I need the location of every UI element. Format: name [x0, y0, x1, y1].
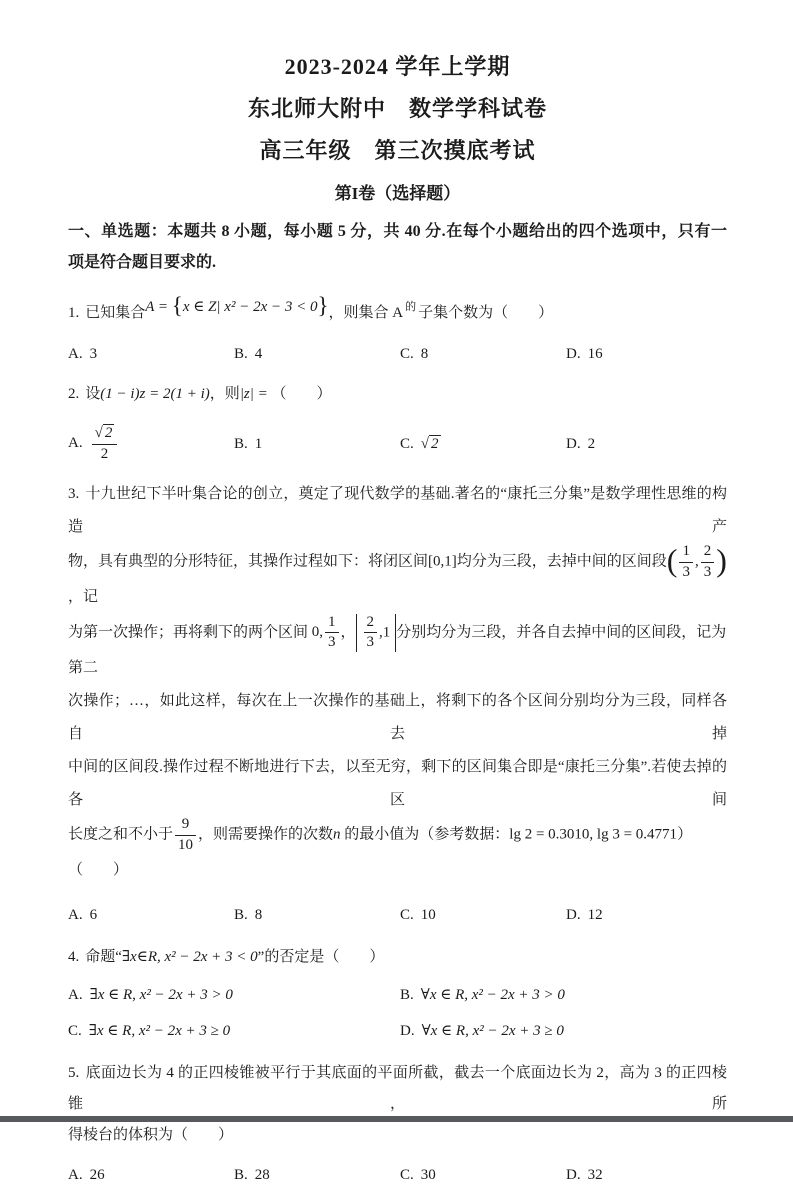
- question-1-sup-de: 的: [405, 301, 417, 313]
- question-1-comma: ，: [328, 305, 344, 321]
- q4-option-d: D. ∀x ∈ R, x² − 2x + 3 ≥ 0: [400, 1022, 564, 1039]
- interval-two-thirds-1: $\frac{2}{3}$ ,1: [356, 614, 397, 653]
- question-1-pre: 已知集合: [85, 305, 146, 321]
- question-2-stem: [68, 378, 727, 411]
- question-2-answer-blank: （ ）: [271, 386, 332, 402]
- exam-grade-title: 高三年级 第三次摸底考试: [259, 138, 536, 163]
- q5-option-a: A. 26: [68, 1166, 105, 1183]
- q2-option-a: A. $\frac{√ 2}{2}$: [68, 426, 234, 463]
- q4-option-b: B. ∀x ∈ R, x² − 2x + 3 > 0: [400, 986, 565, 1003]
- instructions: [68, 216, 727, 278]
- question-4-post: ”的否定是（ ）: [257, 948, 385, 965]
- q3-option-a: A. 6: [68, 906, 98, 923]
- question-4-options-row-2: [68, 1016, 727, 1046]
- question-4-number: 4.: [68, 948, 80, 965]
- exam-year-title: 2023-2024 学年上学期: [284, 54, 511, 79]
- question-5-line-1: 5. 底面边长为 4 的正四棱锥被平行于其底面的平面所截，截去一个底面边长为 2，高为 3 的正四棱锥，所: [68, 1064, 727, 1112]
- page-bottom-edge: [0, 1116, 793, 1122]
- q2-option-d: D. 2: [566, 436, 596, 452]
- question-4-options-row-1: [68, 980, 727, 1010]
- q5-option-b: B. 28: [234, 1166, 270, 1183]
- q1-option-a: A. 3: [68, 346, 98, 362]
- interval-0-one-third: 0, $\frac{1}{3}$: [312, 624, 341, 640]
- fraction-1-3: $\frac{1}{3}$: [325, 615, 339, 652]
- q4-option-a: A. ∃x ∈ R, x² − 2x + 3 > 0: [68, 986, 233, 1003]
- question-2-number: 2.: [68, 386, 80, 402]
- reference-data: lg 2 = 0.3010, lg 3 = 0.4771: [509, 826, 678, 843]
- question-3: [68, 478, 727, 930]
- question-4-pre: 命题“: [85, 948, 122, 965]
- q3-option-c: C. 10: [400, 906, 436, 923]
- q3-option-b: B. 8: [234, 906, 263, 923]
- q1-option-d: D. 16: [566, 346, 603, 362]
- question-3-line-5: 中间的区间段.操作过程不断地进行下去，以至无穷，剩下的区间集合即是“康托三分集”.若使去掉的各区间: [68, 759, 727, 808]
- question-3-line-1: 3. 十九世纪下半叶集合论的创立，奠定了现代数学的基础.著名的“康托三分集”是数学理性思维的构造产: [68, 486, 727, 535]
- q1-option-b: B. 4: [234, 346, 263, 362]
- q2-option-c: C. √ 2: [400, 436, 439, 452]
- question-2-mid: ，则: [209, 386, 240, 402]
- question-1-post: 子集个数为（ ）: [418, 305, 554, 321]
- fraction-2-3: $\frac{2}{3}$: [701, 544, 715, 581]
- question-1-number: 1.: [68, 305, 80, 321]
- right-brace: }: [317, 293, 329, 318]
- fraction-9-10: $\frac{9}{10}$: [175, 817, 196, 854]
- question-3-options: [68, 900, 727, 930]
- separator: ，: [340, 624, 356, 641]
- question-3-line-3: 为第一次操作；再将剩下的两个区间 0, $\frac{1}{3}$ ， $\frac{2}{3}$ ,1 分别均分为三段，并各自去掉中间的区间段，记为第二: [68, 613, 727, 676]
- q5-option-c: C. 30: [400, 1166, 436, 1183]
- question-4-stem: [68, 941, 727, 974]
- question-5: [68, 1058, 727, 1190]
- q2-option-b: B. 1: [234, 436, 263, 452]
- interval-0-1: [0,1]: [428, 553, 457, 570]
- question-1-formula: A = {x ∈ Z| x² − 2x − 3 < 0}: [145, 293, 329, 318]
- fraction-sqrt2-over-2: $\frac{√ 2}{2}$: [92, 426, 118, 463]
- q5-option-d: D. 32: [566, 1166, 603, 1183]
- question-1-mid: 则集合 A: [343, 305, 404, 321]
- left-brace: {: [171, 293, 183, 318]
- instructions-line-2: 项是符合题目要求的.: [68, 254, 217, 271]
- radical-sign: √: [420, 436, 429, 452]
- question-4-formula: ∃x∈R, x² − 2x + 3 < 0: [121, 948, 258, 965]
- q1-option-c: C. 8: [400, 346, 429, 362]
- q3-option-d: D. 12: [566, 906, 603, 923]
- question-1-stem: [68, 286, 727, 334]
- variable-n: n: [333, 826, 341, 843]
- question-2-options: [68, 420, 727, 468]
- question-2-abs: |z| =: [239, 386, 268, 402]
- section-heading: 第I卷（选择题）: [334, 184, 461, 203]
- radical-sign: √: [94, 424, 103, 441]
- question-2-pre: 设: [85, 386, 101, 402]
- question-3-line-4: 次操作；…，如此这样，每次在上一次操作的基础上，将剩下的各个区间分别均分为三段，同样各自去掉: [68, 693, 727, 742]
- question-2-formula: (1 − i)z = 2(1 + i): [100, 386, 210, 402]
- instructions-line-1: 一、单选题：本题共 8 小题，每小题 5 分，共 40 分.在每个小题给出的四个选项中，只有一: [68, 223, 727, 240]
- question-3-number: 3.: [68, 486, 80, 502]
- question-1-options: [68, 339, 727, 369]
- question-5-number: 5.: [68, 1064, 80, 1081]
- exam-school-title: 东北师大附中 数学学科试卷: [247, 96, 547, 121]
- question-5-line-2: 得棱台的体积为（ ）: [68, 1126, 234, 1143]
- question-3-line-6: 长度之和不小于 $\frac{9}{10}$ ，则需要操作的次数n 的最小值为（参考数据：lg 2 = 0.3010, lg 3 = 0.4771）（ ）: [68, 816, 693, 878]
- separator: ,: [694, 553, 699, 570]
- question-5-options: [68, 1160, 727, 1190]
- fraction-1-3: $\frac{1}{3}$: [679, 544, 693, 581]
- sqrt-2: √ 2: [420, 436, 439, 452]
- q4-option-c: C. ∃x ∈ R, x² − 2x + 3 ≥ 0: [68, 1022, 231, 1039]
- question-3-line-2: 物，具有典型的分形特征，其操作过程如下：将闭区间[0,1]均分为三段，去掉中间的区间段( $\frac{1}{3}$ , $\frac{2}{3}$ )，记: [68, 542, 727, 605]
- fraction-2-3: $\frac{2}{3}$: [364, 615, 378, 652]
